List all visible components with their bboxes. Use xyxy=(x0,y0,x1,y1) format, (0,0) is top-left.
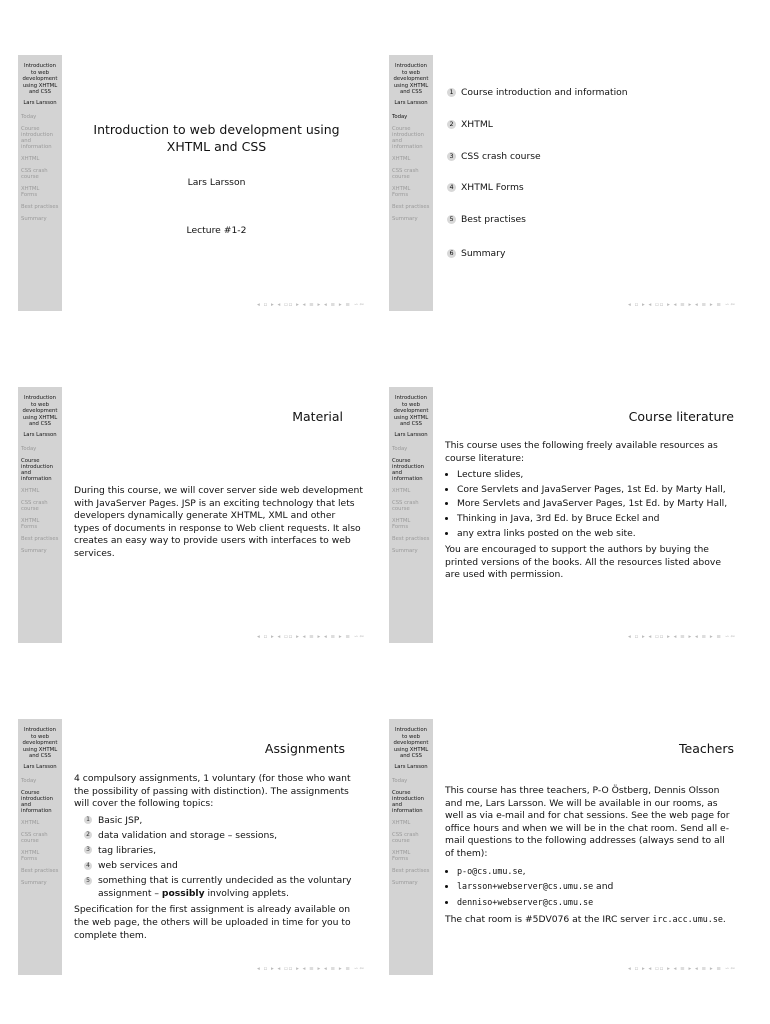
assignment-list xyxy=(74,815,363,901)
slide-content xyxy=(62,55,371,311)
list-item: • larsson+webserver@cs.umu.se and xyxy=(457,880,734,894)
sidebar-nav-item[interactable]: Best practises xyxy=(392,535,430,542)
sidebar-nav-item[interactable]: XHTML xyxy=(392,155,411,162)
frame-body: This course has three teachers, P-O Östberg, Dennis Olsson and me, Lars Larsson. We will be available in our rooms, as well as via e-mail and for chat sessions. See the web page for office hours and when we will be in the chat room. Send all e-mail questions to the following addresses (always send to all of them): • p-o@cs.umu.se, • larsson+webserver@cs.umu.se and • denniso+webserver@cs.umu.se The chat room is #5DV076 at the IRC server irc.acc.umu.se. xyxy=(445,785,734,927)
sidebar-nav-item[interactable]: CSS crash course xyxy=(21,831,48,844)
list-item: 2 data validation and storage – sessions, xyxy=(86,830,363,843)
sidebar-nav-item[interactable]: Best practises xyxy=(392,203,430,210)
frame-title: Teachers xyxy=(679,741,734,756)
sidebar-nav-item[interactable]: Summary xyxy=(21,879,47,886)
sidebar-nav-item[interactable]: Course introduction and information xyxy=(21,457,53,482)
sidebar-nav xyxy=(389,446,433,554)
list-item: • Lecture slides, xyxy=(457,469,734,482)
sidebar-nav-item[interactable]: XHTML Forms xyxy=(392,517,411,530)
sidebar-nav-item[interactable]: Best practises xyxy=(21,867,59,874)
list-item: • Core Servlets and JavaServer Pages, 1st Ed. by Marty Hall, xyxy=(457,484,734,497)
sidebar-nav-item[interactable]: XHTML xyxy=(392,819,411,826)
sidebar xyxy=(389,55,433,311)
sidebar-nav-item[interactable]: Today xyxy=(392,113,408,120)
sidebar-title[interactable]: Introduction to web development using XHTML and CSS xyxy=(22,727,58,760)
toc-item[interactable]: 2 XHTML xyxy=(447,119,493,130)
sidebar-nav-item[interactable]: XHTML xyxy=(21,155,40,162)
slide-course-literature xyxy=(389,387,742,643)
sidebar-nav-item[interactable]: Today xyxy=(392,445,408,452)
slide-teachers xyxy=(389,719,742,975)
slide-content xyxy=(433,719,742,975)
sidebar-nav-item[interactable]: Course introduction and information xyxy=(392,789,424,814)
sidebar-nav-item[interactable]: Today xyxy=(21,113,37,120)
email-list xyxy=(445,865,734,910)
beamer-nav-symbols[interactable]: ◂ ▫ ▸ ◂ ▫▫ ▸ ◂ ≡ ▸ ◂ ≡ ▸ ≡ ∽∾ xyxy=(256,634,365,640)
sidebar-nav xyxy=(18,778,62,886)
list-item: 1 Basic JSP, xyxy=(86,815,363,828)
frame-body: This course uses the following freely available resources as course literature: • Lecture slides, • Core Servlets and JavaServer Pages, 1st Ed. by Marty Hall, • More Servlets and JavaServer Pages, 1st Ed. by Marty Hall, • Thinking in Java, 3rd Ed. by Bruce Eckel and • any extra links posted on the web site. You are encouraged to support the authors by buying the printed versions of the books. All the resources listed above are used with permission. xyxy=(445,440,734,582)
sidebar-author: Lars Larsson xyxy=(394,763,428,770)
slide-content xyxy=(433,55,742,311)
toc-item[interactable]: 1 Course introduction and information xyxy=(447,87,628,98)
presentation-date: Lecture #1-2 xyxy=(186,225,247,236)
slide-assignments xyxy=(18,719,371,975)
sidebar xyxy=(389,719,433,975)
sidebar-nav-item[interactable]: Course introduction and information xyxy=(392,457,424,482)
sidebar-title[interactable]: Introduction to web development using XHTML and CSS xyxy=(393,395,429,428)
irc-server: irc.acc.umu.se xyxy=(652,914,723,925)
sidebar-nav-item[interactable]: CSS crash course xyxy=(21,499,48,512)
sidebar-author: Lars Larsson xyxy=(23,431,57,438)
sidebar xyxy=(389,387,433,643)
frame-title: Material xyxy=(292,409,343,424)
sidebar-nav-item[interactable]: Best practises xyxy=(21,203,59,210)
presentation-title-line1: Introduction to web development using xyxy=(93,122,340,137)
slide-title xyxy=(18,55,371,311)
sidebar-nav-item[interactable]: XHTML Forms xyxy=(392,185,411,198)
sidebar-nav-item[interactable]: CSS crash course xyxy=(392,831,419,844)
beamer-nav-symbols[interactable]: ◂ ▫ ▸ ◂ ▫▫ ▸ ◂ ≡ ▸ ◂ ≡ ▸ ≡ ∽∾ xyxy=(627,302,736,308)
list-item: • any extra links posted on the web site. xyxy=(457,528,734,541)
slide-content xyxy=(62,719,371,975)
beamer-nav-symbols[interactable]: ◂ ▫ ▸ ◂ ▫▫ ▸ ◂ ≡ ▸ ◂ ≡ ▸ ≡ ∽∾ xyxy=(256,966,365,972)
sidebar-nav-item[interactable]: CSS crash course xyxy=(392,167,419,180)
sidebar-nav-item[interactable]: CSS crash course xyxy=(392,499,419,512)
sidebar-nav xyxy=(389,114,433,222)
sidebar-nav-item[interactable]: XHTML Forms xyxy=(21,185,40,198)
sidebar-nav-item[interactable]: XHTML Forms xyxy=(392,849,411,862)
list-item xyxy=(457,896,734,910)
sidebar-nav-item[interactable]: CSS crash course xyxy=(21,167,48,180)
email-link[interactable]: denniso+webserver@cs.umu.se xyxy=(457,896,594,907)
sidebar xyxy=(18,55,62,311)
sidebar-nav-item[interactable]: Summary xyxy=(21,547,47,554)
email-link[interactable]: p-o@cs.umu.se xyxy=(457,865,523,876)
sidebar-nav xyxy=(389,778,433,886)
sidebar-nav-item[interactable]: Course introduction and information xyxy=(21,125,53,150)
sidebar-nav-item[interactable]: Summary xyxy=(392,547,418,554)
toc-item[interactable]: 5 Best practises xyxy=(447,214,526,225)
slide-material xyxy=(18,387,371,643)
sidebar-nav-item[interactable]: Summary xyxy=(392,215,418,222)
sidebar-nav xyxy=(18,446,62,554)
sidebar-nav-item[interactable]: Today xyxy=(392,777,408,784)
beamer-nav-symbols[interactable]: ◂ ▫ ▸ ◂ ▫▫ ▸ ◂ ≡ ▸ ◂ ≡ ▸ ≡ ∽∾ xyxy=(627,634,736,640)
sidebar-nav xyxy=(18,114,62,222)
sidebar-nav-item[interactable]: Best practises xyxy=(392,867,430,874)
list-item: • Thinking in Java, 3rd Ed. by Bruce Eckel and xyxy=(457,513,734,526)
sidebar-nav-item[interactable]: XHTML xyxy=(21,819,40,826)
frame-body: During this course, we will cover server side web development with JavaServer Pages. JSP is an exciting technology that lets developers dynamically generate XHTML, XML and other types of documents in response to Web client requests. It also creates an easy way to provide users with interfaces to web services. xyxy=(74,485,363,559)
toc-item[interactable]: 3 CSS crash course xyxy=(447,151,541,162)
list-item: • More Servlets and JavaServer Pages, 1st Ed. by Marty Hall, xyxy=(457,498,734,511)
sidebar-author: Lars Larsson xyxy=(23,99,57,106)
frame-body: 4 compulsory assignments, 1 voluntary (for those who want the possibility of passing with distinction). The assignments will cover the following topics: 1 Basic JSP, 2 data validation and storage – sessions, 3 tag libraries, 4 web services and 5 something that is currently undecided as the voluntary assignment – possibly involving applets. Specification for the first assignment is already available on the web page, the others will be uploaded in time for you to complete them. xyxy=(74,773,363,942)
beamer-nav-symbols[interactable]: ◂ ▫ ▸ ◂ ▫▫ ▸ ◂ ≡ ▸ ◂ ≡ ▸ ≡ ∽∾ xyxy=(256,302,365,308)
sidebar-title[interactable]: Introduction to web development using XHTML and CSS xyxy=(22,63,58,96)
sidebar-nav-item[interactable]: XHTML Forms xyxy=(21,517,40,530)
sidebar-nav-item[interactable]: Today xyxy=(21,445,37,452)
sidebar-author: Lars Larsson xyxy=(394,99,428,106)
presentation-author: Lars Larsson xyxy=(187,177,246,188)
presentation-title-line2: XHTML and CSS xyxy=(166,139,267,154)
email-link[interactable]: larsson+webserver@cs.umu.se xyxy=(457,881,594,892)
toc-item[interactable]: 6 Summary xyxy=(447,248,505,259)
list-item: 3 tag libraries, xyxy=(86,845,363,858)
sidebar-nav-item[interactable]: Today xyxy=(21,777,37,784)
sidebar-author: Lars Larsson xyxy=(394,431,428,438)
sidebar-nav-item[interactable]: XHTML xyxy=(21,487,40,494)
sidebar-title[interactable]: Introduction to web development using XHTML and CSS xyxy=(393,727,429,760)
sidebar-nav-item[interactable]: XHTML Forms xyxy=(21,849,40,862)
sidebar-nav-item[interactable]: Summary xyxy=(392,879,418,886)
sidebar-nav-item[interactable]: Summary xyxy=(21,215,47,222)
slide-content xyxy=(62,387,371,643)
sidebar-title[interactable]: Introduction to web development using XHTML and CSS xyxy=(393,63,429,96)
list-item: • p-o@cs.umu.se, xyxy=(457,865,734,879)
sidebar-nav-item[interactable]: Best practises xyxy=(21,535,59,542)
toc-item[interactable]: 4 XHTML Forms xyxy=(447,182,524,193)
list-item: 4 web services and xyxy=(86,860,363,873)
frame-title: Course literature xyxy=(628,409,734,424)
sidebar xyxy=(18,387,62,643)
sidebar-author: Lars Larsson xyxy=(23,763,57,770)
frame-title: Assignments xyxy=(264,741,345,756)
sidebar-nav-item[interactable]: XHTML xyxy=(392,487,411,494)
slide-outline xyxy=(389,55,742,311)
literature-list xyxy=(445,469,734,540)
list-item: 5 something that is currently undecided as the voluntary assignment – possibly involving applets. xyxy=(86,875,363,900)
sidebar-nav-item[interactable]: Course introduction and information xyxy=(392,125,424,150)
sidebar-title[interactable]: Introduction to web development using XHTML and CSS xyxy=(22,395,58,428)
sidebar xyxy=(18,719,62,975)
sidebar-nav-item[interactable]: Course introduction and information xyxy=(21,789,53,814)
slide-content xyxy=(433,387,742,643)
beamer-nav-symbols[interactable]: ◂ ▫ ▸ ◂ ▫▫ ▸ ◂ ≡ ▸ ◂ ≡ ▸ ≡ ∽∾ xyxy=(627,966,736,972)
